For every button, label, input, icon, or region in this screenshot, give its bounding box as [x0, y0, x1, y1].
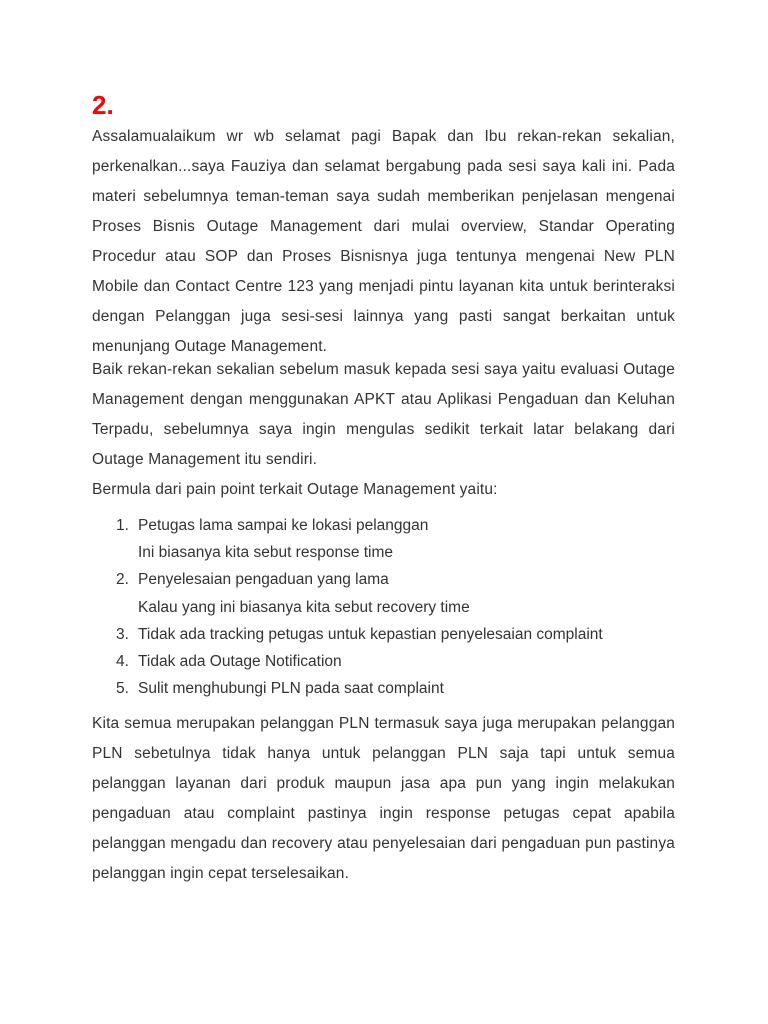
paragraph-intro: Assalamualaikum wr wb selamat pagi Bapak dan Ibu rekan-rekan sekalian, perkenalkan...saya Fauziya dan selamat bergabung pada sesi saya kali ini. Pada materi sebelumnya teman-teman saya sudah memberikan penjelasan mengenai Proses Bisnis Outage Management dari mulai overview, Standar Operating Procedur atau SOP dan Proses Bisnisnya juga tentunya mengenai New PLN Mobile dan Contact Centre 123 yang menjadi pintu layanan kita untuk berinteraksi dengan Pelanggan juga sesi-sesi lainnya yang pasti sangat berkaitan untuk menunjang Outage Management. [92, 128, 675, 355]
list-item [92, 648, 675, 675]
list-item-number: 5. [116, 680, 129, 698]
list-item-text: Sulit menghubungi PLN pada saat complaint [138, 680, 444, 698]
paragraph-pain-point-intro: Bermula dari pain point terkait Outage Management yaitu: [92, 481, 498, 498]
list-item-subtext: Ini biasanya kita sebut response time [138, 544, 394, 562]
list-item-number: 1. [116, 517, 129, 534]
list-item [92, 621, 675, 648]
list-item-number: 4. [116, 653, 129, 671]
section-number-heading: 2. [92, 90, 114, 120]
list-item-text: Penyelesaian pengaduan yang lama [138, 571, 389, 589]
paragraph-conclusion: Kita semua merupakan pelanggan PLN termasuk saya juga merupakan pelanggan PLN sebetulnya tidak hanya untuk pelanggan PLN saja tapi untuk semua pelanggan layanan dari produk maupun jasa apa pun yang ingin melakukan pengaduan atau complaint pastinya ingin response petugas cepat apabila pelanggan mengadu dan recovery atau penyelesaian dari pengaduan pun pastinya pelanggan ingin cepat terselesaikan. [92, 715, 675, 882]
pain-point-list [92, 512, 675, 702]
list-item-subtext: Kalau yang ini biasanya kita sebut recovery time [138, 598, 470, 616]
list-item [92, 675, 675, 702]
list-item-number: 2. [116, 571, 129, 589]
list-item [92, 512, 675, 566]
list-item [92, 566, 675, 620]
list-item-text: Petugas lama sampai ke lokasi pelanggan [138, 517, 429, 534]
list-item-text: Tidak ada Outage Notification [138, 653, 342, 671]
list-item-text: Tidak ada tracking petugas untuk kepastian penyelesaian complaint [138, 625, 603, 643]
list-item-number: 3. [116, 625, 129, 643]
paragraph-background: Baik rekan-rekan sekalian sebelum masuk kepada sesi saya yaitu evaluasi Outage Management dengan menggunakan APKT atau Aplikasi Pengaduan dan Keluhan Terpadu, sebelumnya saya ingin mengulas sedikit terkait latar belakang dari Outage Management itu sendiri. [92, 361, 675, 468]
